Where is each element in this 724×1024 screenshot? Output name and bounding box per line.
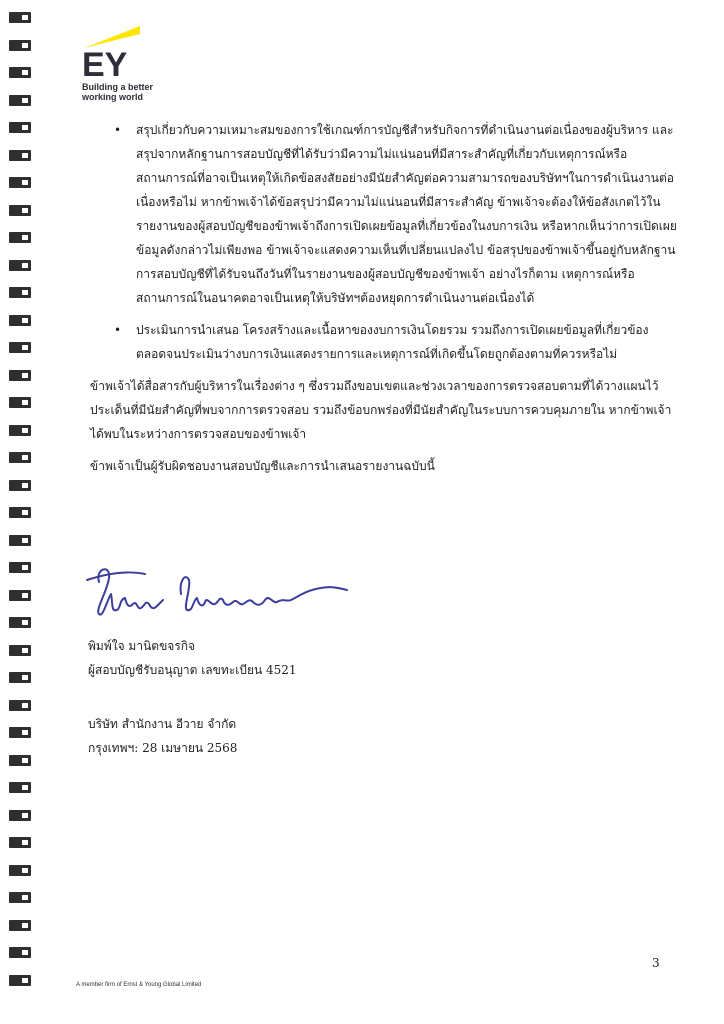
binding-ring: [9, 617, 31, 628]
binding-ring: [9, 150, 31, 161]
binding-ring: [9, 205, 31, 216]
report-date: กรุงเทพฯ: 28 เมษายน 2568: [88, 741, 238, 755]
binding-ring: [9, 975, 31, 986]
binding-ring: [9, 700, 31, 711]
binding-ring: [9, 67, 31, 78]
bullet-dot: •: [114, 323, 122, 337]
bullet-going-concern: [90, 118, 680, 310]
bullet-text: สรุปเกี่ยวกับความเหมาะสมของการใช้เกณฑ์การบัญชีสำหรับกิจการที่ดำเนินงานต่อเนื่องของผู้บริหาร และสรุปจากหลักฐานการสอบบัญชีที่ได้รับว่ามีความไม่แน่นอนที่มีสาระสำคัญที่เกี่ยวกับเหตุการณ์หรือสถานการณ์ที่อาจเป็นเหตุให้เกิดข้อสงสัยอย่างมีนัยสำคัญต่อความสามารถของบริษัทฯในการดำเนินงานต่อเนื่องหรือไม่ หากข้าพเจ้าได้ข้อสรุปว่ามีความไม่แน่นอนที่มีสาระสำคัญ ข้าพเจ้าจะต้องให้ข้อสังเกตไว้ในรายงานของผู้สอบบัญชีของข้าพเจ้าถึงการเปิดเผยข้อมูลที่เกี่ยวข้องในงบการเงิน หรือหากเห็นว่าการเปิดเผยข้อมูลดังกล่าวไม่เพียงพอ ข้าพเจ้าจะแสดงความเห็นที่เปลี่ยนแปลงไป ข้อสรุปของข้าพเจ้าขึ้นอยู่กับหลักฐานการสอบบัญชีที่ได้รับจนถึงวันที่ในรายงานของผู้สอบบัญชีของข้าพเจ้า อย่างไรก็ตาม เหตุการณ์หรือสถานการณ์ในอนาคตอาจเป็นเหตุให้บริษัทฯต้องหยุดการดำเนินงานต่อเนื่องได้: [136, 123, 677, 305]
signature: [85, 560, 355, 630]
binding-ring: [9, 315, 31, 326]
binding-ring: [9, 397, 31, 408]
firm-block: [88, 712, 237, 760]
binding-ring: [9, 892, 31, 903]
paragraph-communication: ข้าพเจ้าได้สื่อสารกับผู้บริหารในเรื่องต่าง ๆ ซึ่งรวมถึงขอบเขตและช่วงเวลาของการตรวจสอบตามที่ได้วางแผนไว้ ประเด็นที่มีนัยสำคัญที่พบจากการตรวจสอบ รวมถึงข้อบกพร่องที่มีนัยสำคัญในระบบการควบคุมภายใน หากข้าพเจ้าได้พบในระหว่างการตรวจสอบของข้าพเจ้า: [90, 379, 672, 441]
bullet-text: ประเมินการนำเสนอ โครงสร้างและเนื้อหาของงบการเงินโดยรวม รวมถึงการเปิดเผยข้อมูลที่เกี่ยวข้อง ตลอดจนประเมินว่างบการเงินแสดงรายการและเหตุการณ์ที่เกิดขึ้นโดยถูกต้องตามที่ควรหรือไม่: [136, 323, 649, 361]
binding-ring: [9, 837, 31, 848]
binding-ring: [9, 40, 31, 51]
bullet-dot: •: [114, 123, 122, 137]
binding-ring: [9, 755, 31, 766]
signer-license: ผู้สอบบัญชีรับอนุญาต เลขทะเบียน 4521: [88, 663, 297, 677]
spiral-binding: [0, 0, 40, 1024]
signer-name: พิมพ์ใจ มานิตขจรกิจ: [88, 639, 196, 653]
binding-ring: [9, 95, 31, 106]
binding-ring: [9, 727, 31, 738]
paragraph-responsibility: ข้าพเจ้าเป็นผู้รับผิดชอบงานสอบบัญชีและการนำเสนอรายงานฉบับนี้: [90, 459, 435, 473]
binding-ring: [9, 947, 31, 958]
binding-ring: [9, 425, 31, 436]
binding-ring: [9, 865, 31, 876]
report-body: [90, 118, 680, 486]
binding-ring: [9, 782, 31, 793]
binding-ring: [9, 672, 31, 683]
ey-wordmark: EY: [82, 46, 128, 84]
binding-ring: [9, 287, 31, 298]
bullet-presentation: [90, 318, 680, 366]
binding-ring: [9, 122, 31, 133]
binding-ring: [9, 342, 31, 353]
binding-ring: [9, 260, 31, 271]
binding-ring: [9, 535, 31, 546]
binding-ring: [9, 590, 31, 601]
binding-ring: [9, 920, 31, 931]
binding-ring: [9, 645, 31, 656]
firm-name: บริษัท สำนักงาน อีวาย จำกัด: [88, 717, 237, 731]
binding-ring: [9, 810, 31, 821]
footer-note: A member firm of Ernst & Young Global Limited: [76, 982, 202, 988]
binding-ring: [9, 370, 31, 381]
binding-ring: [9, 232, 31, 243]
binding-ring: [9, 562, 31, 573]
binding-ring: [9, 507, 31, 518]
signer-block: [88, 634, 297, 682]
logo-tagline: Building a better working world: [82, 82, 154, 102]
page-number: 3: [652, 956, 660, 970]
binding-ring: [9, 452, 31, 463]
binding-ring: [9, 480, 31, 491]
binding-ring: [9, 177, 31, 188]
binding-ring: [9, 12, 31, 23]
